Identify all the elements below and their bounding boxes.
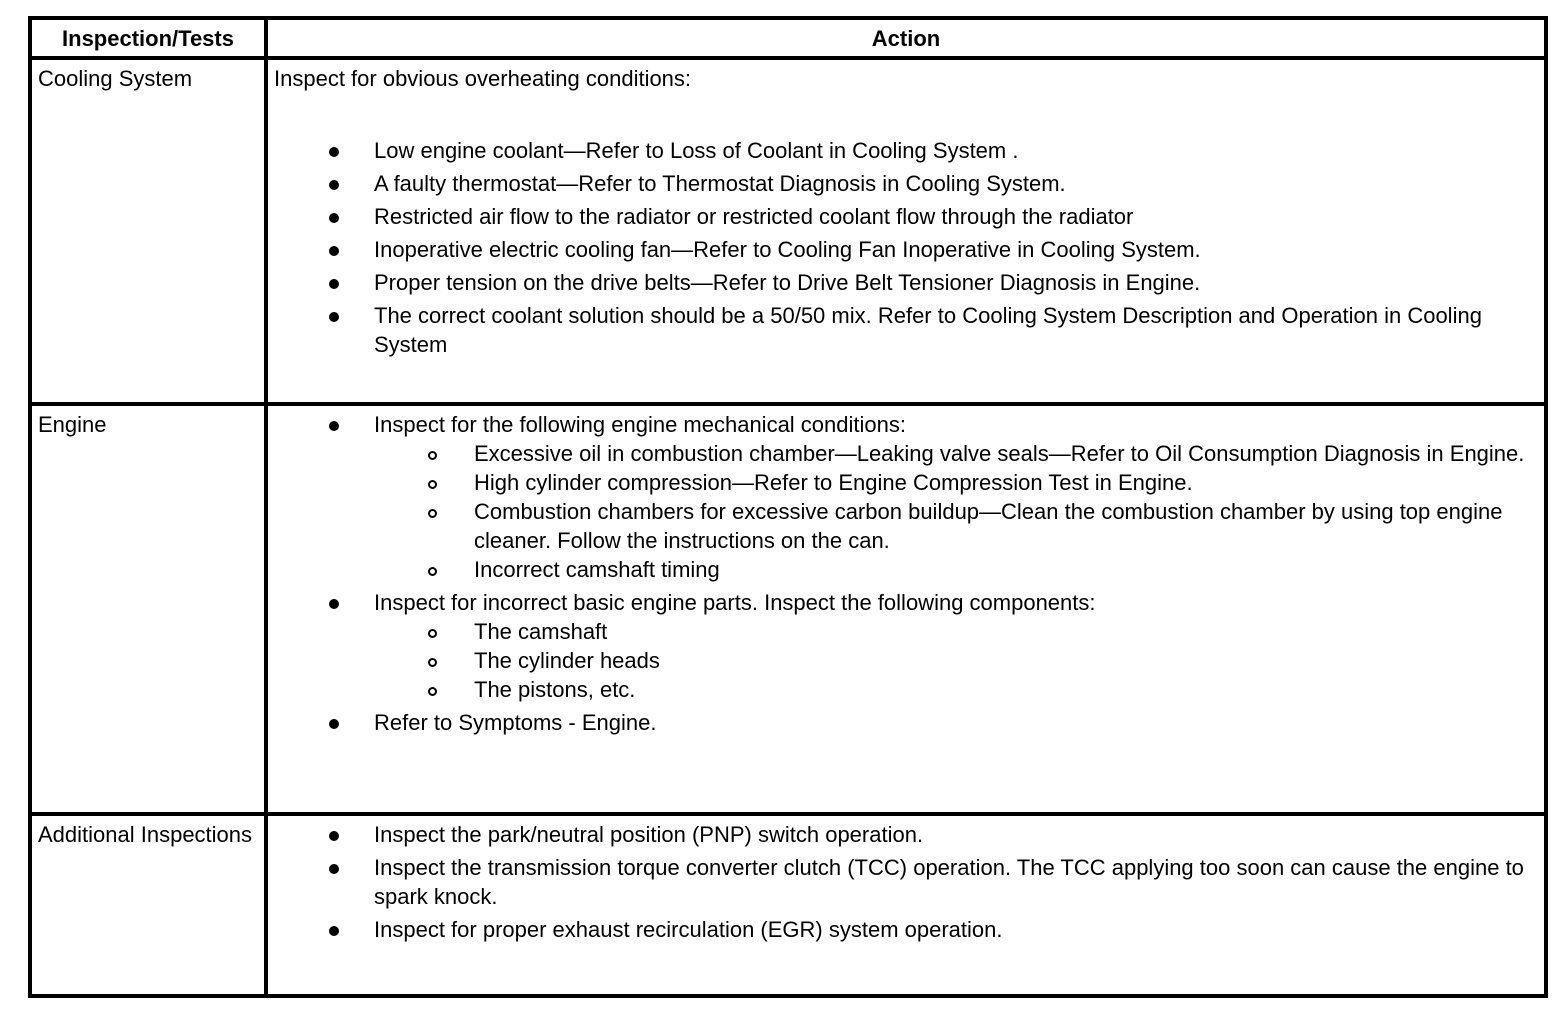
- bullet-icon: [324, 202, 344, 231]
- row-label-cooling-system: Cooling System: [30, 58, 266, 404]
- list-item: Inspect the transmission torque converter clutch (TCC) operation. The TCC applying too soon can cause the engine to spark knock.: [274, 853, 1538, 911]
- sub-list-item: The pistons, etc.: [374, 675, 1538, 704]
- table-row: [30, 814, 1546, 996]
- intro-text: Inspect for obvious overheating conditions:: [274, 66, 692, 91]
- list-item: Inoperative electric cooling fan—Refer to Cooling Fan Inoperative in Cooling System.: [274, 235, 1538, 264]
- bullet-icon: [324, 820, 344, 849]
- list-item: Inspect for incorrect basic engine parts. Inspect the following components: The camshaft The cylinder heads The pistons, etc.: [274, 588, 1538, 704]
- row-label-engine: Engine: [30, 404, 266, 814]
- circle-bullet-icon: [422, 555, 442, 584]
- list-item: The correct coolant solution should be a 50/50 mix. Refer to Cooling System Description and Operation in Cooling System: [274, 301, 1538, 359]
- sub-list-item: The cylinder heads: [374, 646, 1538, 675]
- bullet-icon: [324, 853, 344, 882]
- bullet-icon: [324, 268, 344, 297]
- row-action-engine: [266, 404, 1546, 814]
- list-item: Inspect the park/neutral position (PNP) switch operation.: [274, 820, 1538, 849]
- bullet-icon: [324, 301, 344, 330]
- circle-bullet-icon: [422, 617, 442, 646]
- list-item: Inspect for proper exhaust recirculation (EGR) system operation.: [274, 915, 1538, 944]
- circle-bullet-icon: [422, 468, 442, 497]
- circle-bullet-icon: [422, 497, 442, 526]
- row-action-cooling-system: [266, 58, 1546, 404]
- list-item: Restricted air flow to the radiator or restricted coolant flow through the radiator: [274, 202, 1538, 231]
- bullet-list: [274, 820, 1538, 944]
- bullet-list: [274, 410, 1538, 737]
- row-action-additional-inspections: [266, 814, 1546, 996]
- bullet-list: [274, 136, 1538, 359]
- row-label-additional-inspections: Additional Inspections: [30, 814, 266, 996]
- list-item: A faulty thermostat—Refer to Thermostat Diagnosis in Cooling System.: [274, 169, 1538, 198]
- bullet-icon: [324, 235, 344, 264]
- bullet-icon: [324, 410, 344, 439]
- table-row: [30, 404, 1546, 814]
- sub-list-item: Combustion chambers for excessive carbon buildup—Clean the combustion chamber by using top engine cleaner. Follow the instructions on the can.: [374, 497, 1538, 555]
- circle-bullet-icon: [422, 646, 442, 675]
- header-inspection-tests: Inspection/Tests: [30, 18, 266, 58]
- bullet-icon: [324, 169, 344, 198]
- list-item: Low engine coolant—Refer to Loss of Coolant in Cooling System .: [274, 136, 1538, 165]
- bullet-icon: [324, 136, 344, 165]
- header-row: [30, 18, 1546, 58]
- sub-list-item: High cylinder compression—Refer to Engine Compression Test in Engine.: [374, 468, 1538, 497]
- inspection-table: [28, 16, 1548, 998]
- sub-list-item: Excessive oil in combustion chamber—Leaking valve seals—Refer to Oil Consumption Diagnosis in Engine.: [374, 439, 1538, 468]
- table-row: [30, 58, 1546, 404]
- sub-list-item: Incorrect camshaft timing: [374, 555, 1538, 584]
- sub-list-item: The camshaft: [374, 617, 1538, 646]
- list-item: Proper tension on the drive belts—Refer to Drive Belt Tensioner Diagnosis in Engine.: [274, 268, 1538, 297]
- circle-bullet-icon: [422, 439, 442, 468]
- bullet-icon: [324, 708, 344, 737]
- circle-bullet-icon: [422, 675, 442, 704]
- bullet-icon: [324, 915, 344, 944]
- sub-bullet-list: [374, 617, 1538, 704]
- list-item: Inspect for the following engine mechanical conditions: Excessive oil in combustion chamber—Leaking valve seals—Refer to Oil Consumption Diagnosis in Engine. High cylinder compression—Refer to Engine Compression Test in Engine. Combustion chambers for excessive carbon buildup—Clean the combustion chamber by using top engine cleaner. Follow the instructions on the can. Incorrect camshaft timing: [274, 410, 1538, 584]
- sub-bullet-list: [374, 439, 1538, 584]
- header-action: Action: [266, 18, 1546, 58]
- list-item: Refer to Symptoms - Engine.: [274, 708, 1538, 737]
- bullet-icon: [324, 588, 344, 617]
